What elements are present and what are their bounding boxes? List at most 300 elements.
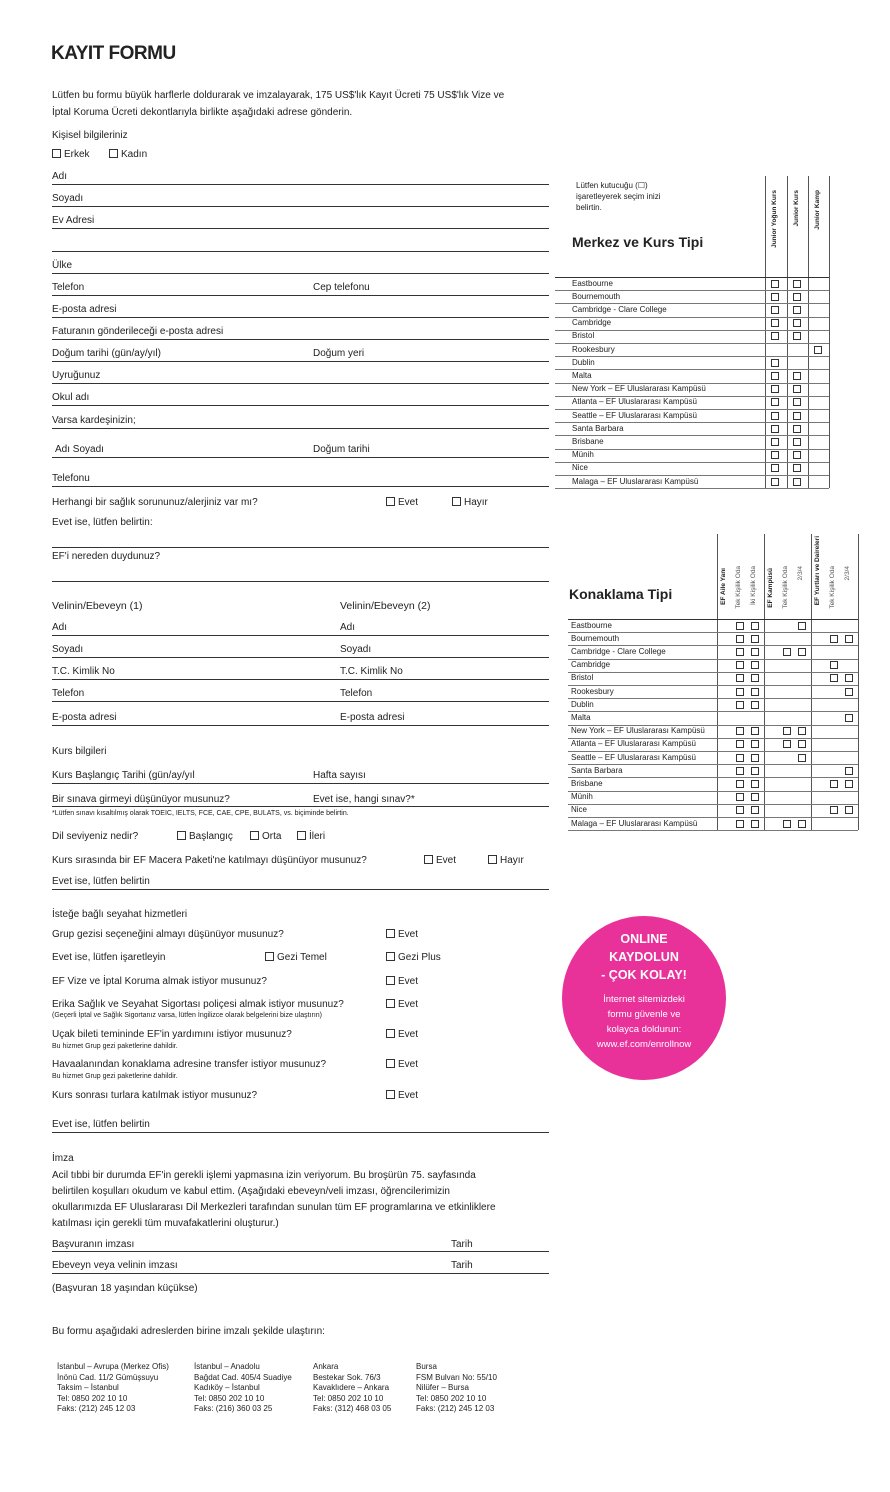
- accommodation-checkbox[interactable]: [830, 635, 838, 643]
- course-row-label: Bournemouth: [572, 291, 621, 301]
- health-no-option[interactable]: [452, 497, 488, 509]
- accommodation-checkbox[interactable]: [830, 674, 838, 682]
- accommodation-checkbox[interactable]: [751, 767, 759, 775]
- course-column-header: Junior Yoğun Kurs: [771, 190, 778, 248]
- course-row-label: Münih: [572, 450, 594, 460]
- accommodation-checkbox[interactable]: [736, 648, 744, 656]
- tours-yes-option[interactable]: [386, 1090, 418, 1102]
- badge-body-1: İnternet sitemizdeki: [603, 994, 685, 1005]
- parent-signature-field[interactable]: [52, 1273, 549, 1274]
- address-line: İnönü Cad. 11/2 Gümüşsuyu: [57, 1372, 159, 1382]
- send-instructions: Bu formu aşağıdaki adreslerden birine imzalı şekilde ulaştırın:: [52, 1326, 325, 1337]
- accommodation-checkbox[interactable]: [751, 622, 759, 630]
- phone-label: Telefon: [52, 282, 85, 293]
- address-line: Bağdat Cad. 405/4 Suadiye: [194, 1372, 292, 1382]
- checkbox[interactable]: [250, 831, 259, 840]
- accommodation-checkbox[interactable]: [736, 688, 744, 696]
- exam-note: *Lütfen sınavı kısaltılmış olarak TOEIC, IELTS, FCE, CAE, CPE, BULATS, vs. biçiminde belirtin.: [52, 810, 349, 817]
- accommodation-checkbox[interactable]: [751, 793, 759, 801]
- parent2-phone-label: Telefon: [340, 688, 373, 699]
- email-field[interactable]: [52, 317, 549, 318]
- sibling-phone-label: Telefonu: [52, 473, 90, 484]
- accommodation-row-label: Cambridge - Clare College: [571, 646, 666, 656]
- checkbox[interactable]: [265, 952, 274, 961]
- course-checkbox[interactable]: [771, 464, 779, 472]
- travel-specify-label: Evet ise, lütfen belirtin: [52, 1119, 150, 1130]
- heard-label: EF'i nereden duydunuz?: [52, 551, 161, 562]
- tours-question: Kurs sonrası turlara katılmak istiyor musunuz?: [52, 1090, 258, 1101]
- address-line: Faks: (212) 245 12 03: [57, 1404, 136, 1414]
- invoice-email-label: Faturanın gönderileceği e-posta adresi: [52, 326, 224, 337]
- visa-yes-option[interactable]: [386, 976, 418, 988]
- accommodation-checkbox[interactable]: [751, 674, 759, 682]
- accommodation-checkbox[interactable]: [751, 727, 759, 735]
- parent2-name-label: Adı: [340, 622, 356, 633]
- siblings-label: Varsa kardeşinizin;: [52, 415, 136, 426]
- personal-heading: Kişisel bilgileriniz: [52, 130, 128, 141]
- accommodation-checkbox[interactable]: [751, 701, 759, 709]
- parent-tc-field[interactable]: [52, 679, 549, 680]
- accommodation-checkbox[interactable]: [736, 793, 744, 801]
- address-line: Kadıköy – İstanbul: [194, 1383, 260, 1393]
- accommodation-checkbox[interactable]: [751, 820, 759, 828]
- address-line: Faks: (216) 360 03 25: [194, 1404, 273, 1414]
- accommodation-row-label: Bournemouth: [571, 633, 620, 643]
- applicant-signature-field[interactable]: [52, 1251, 549, 1252]
- nationality-field[interactable]: [52, 383, 549, 384]
- course-checkbox[interactable]: [793, 385, 801, 393]
- name-label: Adı: [52, 171, 68, 182]
- course-checkbox[interactable]: [771, 425, 779, 433]
- badge-body-2: formu güvenle ve: [607, 1009, 681, 1020]
- course-row-label: Eastbourne: [572, 278, 613, 288]
- flight-yes-option[interactable]: [386, 1029, 418, 1041]
- adventure-specify-label: Evet ise, lütfen belirtin: [52, 876, 150, 887]
- parent-email-field[interactable]: [52, 725, 549, 726]
- address-line: FSM Bulvarı No: 55/10: [416, 1372, 497, 1382]
- group-divider: [717, 534, 718, 830]
- course-checkbox[interactable]: [771, 332, 779, 340]
- accommodation-row-label: Nice: [571, 805, 588, 815]
- health-specify-field[interactable]: [52, 547, 549, 548]
- home-address-label: Ev Adresi: [52, 215, 95, 226]
- table-row-rule: [568, 711, 858, 712]
- accommodation-group-header: EF Aile Yanı: [720, 568, 727, 605]
- accommodation-checkbox[interactable]: [845, 714, 853, 722]
- accommodation-checkbox[interactable]: [751, 806, 759, 814]
- parent1-name-label: Adı: [52, 622, 68, 633]
- group-divider: [858, 534, 859, 830]
- adventure-specify-field[interactable]: [52, 889, 549, 890]
- nationality-label: Uyruğunuz: [52, 370, 101, 381]
- course-checkbox[interactable]: [793, 372, 801, 380]
- address-line: Nilüfer – Bursa: [416, 1383, 469, 1393]
- course-checkbox[interactable]: [771, 280, 779, 288]
- accommodation-row-label: Cambridge: [571, 660, 611, 670]
- checkbox[interactable]: [452, 497, 461, 506]
- accommodation-checkbox[interactable]: [845, 806, 853, 814]
- travel-specify-field[interactable]: [52, 1132, 549, 1133]
- advanced-label: İleri: [309, 831, 326, 842]
- transfer-question: Havaalanından konaklama adresine transfer istiyor musunuz?: [52, 1059, 327, 1070]
- accommodation-checkbox[interactable]: [798, 622, 806, 630]
- accommodation-checkbox[interactable]: [736, 674, 744, 682]
- badge-body-3: kolayca doldurun:: [606, 1024, 682, 1035]
- accommodation-checkbox[interactable]: [845, 674, 853, 682]
- yes-label: Evet: [436, 855, 457, 866]
- birth-place-label: Doğum yeri: [313, 348, 365, 359]
- address-block: [313, 1362, 391, 1415]
- accommodation-checkbox[interactable]: [845, 688, 853, 696]
- flight-note: Bu hizmet Grup gezi paketlerine dahildir.: [52, 1043, 178, 1050]
- level-advanced-option[interactable]: [297, 831, 325, 843]
- accommodation-checkbox[interactable]: [736, 701, 744, 709]
- course-checkbox[interactable]: [793, 451, 801, 459]
- address-line: Tel: 0850 202 10 10: [57, 1393, 128, 1403]
- course-checkbox[interactable]: [771, 372, 779, 380]
- parent1-tc-label: T.C. Kimlik No: [52, 666, 115, 677]
- yes-label: Evet: [398, 1059, 419, 1070]
- gender-male-option[interactable]: [52, 149, 90, 161]
- table-row-rule: [568, 659, 858, 660]
- group-question: Grup gezisi seçeneğini almayı düşünüyor musunuz?: [52, 929, 284, 940]
- signature-text-3: okullarımızda EF Uluslararası Dil Merkezleri tarafından sunulan tüm EF programlarına ve etkinliklere: [52, 1202, 496, 1213]
- intro-line-2: İptal Koruma Ücreti dekontlarıyla birlikte aşağıdaki adrese gönderin.: [52, 107, 353, 118]
- plus-label: Gezi Plus: [398, 952, 441, 963]
- accommodation-column-header: 2/3/4: [797, 566, 804, 581]
- accommodation-column-header: 2/3/4: [844, 566, 851, 581]
- badge-headline-3: - ÇOK KOLAY!: [601, 968, 687, 982]
- course-row-label: Bristol: [572, 331, 595, 341]
- address-line: İstanbul – Anadolu: [194, 1362, 260, 1371]
- plus-tour-option[interactable]: [386, 952, 441, 964]
- course-row-label: Dublin: [572, 357, 595, 367]
- adventure-no-option[interactable]: [488, 855, 524, 867]
- online-enroll-badge[interactable]: [562, 916, 726, 1080]
- home-address-field-2[interactable]: [52, 251, 549, 252]
- applicant-signature-label: Başvuranın imzası: [52, 1239, 135, 1250]
- home-address-field[interactable]: [52, 228, 549, 229]
- sibling-birth-label: Doğum tarihi: [313, 444, 370, 455]
- course-hint-2: işaretleyerek seçim inizi: [576, 192, 661, 201]
- checkbox[interactable]: [297, 831, 306, 840]
- parent1-heading: Velinin/Ebeveyn (1): [52, 600, 143, 612]
- table-row-rule: [568, 698, 858, 699]
- accommodation-checkbox[interactable]: [736, 740, 744, 748]
- accommodation-row-label: Malta: [571, 712, 591, 722]
- table-row-rule: [555, 356, 829, 357]
- group-yes-option[interactable]: [386, 929, 418, 941]
- table-row-rule: [555, 449, 829, 450]
- course-checkbox[interactable]: [793, 306, 801, 314]
- birth-date-label: Doğum tarihi (gün/ay/yıl): [52, 348, 161, 359]
- accommodation-row-label: Rookesbury: [571, 686, 614, 696]
- badge-url[interactable]: www.ef.com/enrollnow: [596, 1039, 692, 1050]
- course-checkbox[interactable]: [793, 464, 801, 472]
- accommodation-column-header: İki Kişilik Oda: [750, 566, 757, 606]
- exam-field[interactable]: [52, 806, 549, 807]
- course-row-label: Cambridge: [572, 318, 612, 328]
- course-checkbox[interactable]: [814, 346, 822, 354]
- course-checkbox[interactable]: [793, 319, 801, 327]
- group-divider: [764, 534, 765, 830]
- address-line: Bestekar Sok. 76/3: [313, 1372, 381, 1382]
- table-row-rule: [568, 804, 858, 805]
- accommodation-checkbox[interactable]: [845, 780, 853, 788]
- adventure-yes-option[interactable]: [424, 855, 456, 867]
- checkbox[interactable]: [488, 855, 497, 864]
- checkbox[interactable]: [386, 1090, 395, 1099]
- checkbox[interactable]: [386, 999, 395, 1008]
- accommodation-checkbox[interactable]: [783, 820, 791, 828]
- course-hint-1: Lütfen kutucuğu (☐): [576, 181, 648, 190]
- checkbox[interactable]: [109, 149, 118, 158]
- accommodation-row-label: Bristol: [571, 673, 594, 683]
- school-field[interactable]: [52, 405, 549, 406]
- table-row-rule: [555, 488, 829, 489]
- accommodation-checkbox[interactable]: [751, 754, 759, 762]
- accommodation-checkbox[interactable]: [751, 688, 759, 696]
- address-line: Tel: 0850 202 10 10: [416, 1393, 487, 1403]
- form-title: KAYIT FORMU: [51, 43, 176, 64]
- male-label: Erkek: [64, 149, 90, 160]
- checkbox[interactable]: [386, 1059, 395, 1068]
- yes-label: Evet: [398, 976, 419, 987]
- checkbox[interactable]: [386, 497, 395, 506]
- parent-signature-label: Ebeveyn veya velinin imzası: [52, 1260, 178, 1271]
- mark-label: Evet ise, lütfen işaretleyin: [52, 952, 166, 963]
- health-question: Herhangi bir sağlık sorununuz/alerjiniz var mı?: [52, 497, 258, 508]
- address-line: Kavaklıdere – Ankara: [313, 1383, 390, 1393]
- accommodation-row-label: Santa Barbara: [571, 765, 623, 775]
- female-label: Kadın: [121, 149, 148, 160]
- checkbox[interactable]: [52, 149, 61, 158]
- course-checkbox[interactable]: [771, 306, 779, 314]
- sibling-name-field[interactable]: [52, 457, 549, 458]
- checkbox[interactable]: [424, 855, 433, 864]
- sibling-phone-field[interactable]: [52, 486, 549, 487]
- column-divider: [808, 176, 809, 488]
- level-beginner-option[interactable]: [177, 831, 233, 843]
- exam-which-label: Evet ise, hangi sınav?*: [313, 794, 415, 805]
- basic-tour-option[interactable]: [265, 952, 327, 964]
- course-start-label: Kurs Başlangıç Tarihi (gün/ay/yıl: [52, 770, 195, 781]
- checkbox[interactable]: [386, 952, 395, 961]
- level-question: Dil seviyeniz nedir?: [52, 831, 139, 842]
- surname-field[interactable]: [52, 206, 549, 207]
- accommodation-checkbox[interactable]: [798, 727, 806, 735]
- accommodation-checkbox[interactable]: [736, 661, 744, 669]
- accommodation-checkbox[interactable]: [830, 780, 838, 788]
- accommodation-checkbox[interactable]: [830, 661, 838, 669]
- course-checkbox[interactable]: [771, 398, 779, 406]
- course-checkbox[interactable]: [771, 359, 779, 367]
- yes-label: Evet: [398, 929, 419, 940]
- yes-label: Evet: [398, 1090, 419, 1101]
- course-checkbox[interactable]: [793, 478, 801, 486]
- course-checkbox[interactable]: [771, 438, 779, 446]
- course-checkbox[interactable]: [771, 478, 779, 486]
- course-checkbox[interactable]: [793, 398, 801, 406]
- checkbox[interactable]: [386, 976, 395, 985]
- course-column-header: Junior Kamp: [814, 190, 821, 230]
- adventure-question: Kurs sırasında bir EF Macera Paketi'ne katılmayı düşünüyor musunuz?: [52, 855, 367, 866]
- course-row-label: Rookesbury: [572, 344, 615, 354]
- weeks-label: Hafta sayısı: [313, 770, 366, 781]
- course-row-label: New York – EF Uluslararası Kampüsü: [572, 384, 706, 394]
- address-block: [57, 1362, 169, 1415]
- accommodation-checkbox[interactable]: [736, 754, 744, 762]
- parent2-surname-label: Soyadı: [340, 644, 372, 655]
- accommodation-checkbox[interactable]: [783, 727, 791, 735]
- accommodation-row-label: Brisbane: [571, 778, 603, 788]
- course-checkbox[interactable]: [771, 451, 779, 459]
- badge-headline-2: KAYDOLUN: [609, 950, 679, 964]
- insurance-note: (Geçerli İptal ve Sağlık Sigortanız varsa, lütfen İngilizce olarak belgelerini bize ulaştırın): [52, 1012, 323, 1019]
- invoice-email-field[interactable]: [52, 339, 549, 340]
- course-start-field[interactable]: [52, 783, 549, 784]
- course-checkbox[interactable]: [793, 425, 801, 433]
- address-line: Taksim – İstanbul: [57, 1383, 119, 1393]
- travel-heading: İsteğe bağlı seyahat hizmetleri: [52, 909, 188, 920]
- address-line: Faks: (212) 245 12 03: [416, 1404, 495, 1414]
- parent-phone-field[interactable]: [52, 701, 549, 702]
- course-row-label: Santa Barbara: [572, 423, 624, 433]
- accommodation-checkbox[interactable]: [845, 767, 853, 775]
- address-line: Ankara: [313, 1362, 339, 1371]
- course-row-label: Atlanta – EF Uluslararası Kampüsü: [572, 397, 697, 407]
- accommodation-checkbox[interactable]: [783, 648, 791, 656]
- phone-field[interactable]: [52, 295, 549, 296]
- table-row-rule: [568, 777, 858, 778]
- accommodation-column-header: Tek Kişilik Oda: [782, 566, 789, 609]
- heard-field[interactable]: [52, 581, 549, 582]
- accommodation-checkbox[interactable]: [736, 780, 744, 788]
- minor-note: (Başvuran 18 yaşından küçükse): [52, 1283, 198, 1294]
- accommodation-checkbox[interactable]: [751, 661, 759, 669]
- course-checkbox[interactable]: [771, 412, 779, 420]
- intro-line-1: Lütfen bu formu büyük harflerle doldurarak ve imzalayarak, 175 US$'lık Kayıt Ücreti 75 US$'lık Vize ve: [52, 90, 505, 101]
- accommodation-row-label: Seattle – EF Uluslararası Kampüsü: [571, 752, 696, 762]
- course-hint-3: belirtin.: [576, 203, 602, 212]
- yes-label: Evet: [398, 999, 419, 1010]
- transfer-note: Bu hizmet Grup gezi paketlerine dahildir.: [52, 1073, 178, 1080]
- accommodation-checkbox[interactable]: [751, 635, 759, 643]
- checkbox[interactable]: [177, 831, 186, 840]
- accommodation-checkbox[interactable]: [751, 780, 759, 788]
- insurance-question: Erika Sağlık ve Seyahat Sigortası poliçesi almak istiyor musunuz?: [52, 999, 344, 1010]
- course-row-label: Seattle – EF Uluslararası Kampüsü: [572, 410, 697, 420]
- address-line: Faks: (312) 468 03 05: [313, 1404, 392, 1414]
- accommodation-checkbox[interactable]: [736, 622, 744, 630]
- accommodation-row-label: Eastbourne: [571, 620, 612, 630]
- course-checkbox[interactable]: [793, 332, 801, 340]
- email-label: E-posta adresi: [52, 304, 117, 315]
- signature-heading: İmza: [52, 1153, 74, 1164]
- no-label: Hayır: [500, 855, 524, 866]
- badge-headline-1: ONLINE: [620, 932, 668, 946]
- applicant-date-label: Tarih: [451, 1239, 473, 1250]
- parent1-email-label: E-posta adresi: [52, 712, 117, 723]
- accommodation-checkbox[interactable]: [736, 767, 744, 775]
- course-checkbox[interactable]: [771, 319, 779, 327]
- level-intermediate-option[interactable]: [250, 831, 281, 843]
- accommodation-checkbox[interactable]: [845, 635, 853, 643]
- address-line: İstanbul – Avrupa (Merkez Ofis): [57, 1362, 169, 1371]
- accommodation-checkbox[interactable]: [751, 740, 759, 748]
- sibling-name-label: Adı Soyadı: [55, 444, 104, 455]
- accommodation-checkbox[interactable]: [798, 648, 806, 656]
- accommodation-checkbox[interactable]: [798, 820, 806, 828]
- signature-text-2: belirtilen koşulları okudum ve kabul ettim. (Aşağıdaki ebeveyn/veli imzası, öğrencilerimizin: [52, 1186, 450, 1197]
- parent-name-field[interactable]: [52, 635, 549, 636]
- course-checkbox[interactable]: [771, 385, 779, 393]
- birth-field[interactable]: [52, 361, 549, 362]
- basic-label: Gezi Temel: [277, 952, 327, 963]
- accommodation-checkbox[interactable]: [736, 727, 744, 735]
- course-row-label: Nice: [572, 463, 589, 473]
- accommodation-checkbox[interactable]: [783, 740, 791, 748]
- visa-question: EF Vize ve İptal Koruma almak istiyor musunuz?: [52, 976, 267, 987]
- parent-surname-field[interactable]: [52, 657, 549, 658]
- course-checkbox[interactable]: [793, 280, 801, 288]
- column-divider: [765, 176, 766, 488]
- transfer-yes-option[interactable]: [386, 1059, 418, 1071]
- course-checkbox[interactable]: [793, 412, 801, 420]
- country-field[interactable]: [52, 273, 549, 274]
- siblings-field[interactable]: [52, 428, 549, 429]
- signature-text-4: katılması için gerekli tüm muvafakatlerini oluşturur.): [52, 1218, 279, 1229]
- course-row-label: Brisbane: [572, 436, 604, 446]
- beginner-label: Başlangıç: [189, 831, 233, 842]
- accommodation-checkbox[interactable]: [830, 806, 838, 814]
- accommodation-row-label: Malaga – EF Uluslararası Kampüsü: [571, 818, 698, 828]
- parent2-heading: Velinin/Ebeveyn (2): [340, 600, 431, 612]
- accommodation-checkbox[interactable]: [751, 648, 759, 656]
- course-heading: Kurs bilgileri: [52, 746, 107, 757]
- course-checkbox[interactable]: [771, 293, 779, 301]
- accommodation-column-header: Tek Kişilik Oda: [735, 566, 742, 609]
- gender-female-option[interactable]: [109, 149, 147, 161]
- address-block: [194, 1362, 292, 1415]
- accommodation-checkbox[interactable]: [736, 820, 744, 828]
- accommodation-checkbox[interactable]: [798, 754, 806, 762]
- checkbox[interactable]: [386, 1029, 395, 1038]
- group-divider: [811, 534, 812, 830]
- address-line: Tel: 0850 202 10 10: [194, 1393, 265, 1403]
- accommodation-checkbox[interactable]: [798, 740, 806, 748]
- accommodation-group-header: EF Kampüsü: [767, 568, 774, 608]
- name-field[interactable]: [52, 184, 549, 185]
- address-line: Bursa: [416, 1362, 437, 1371]
- insurance-yes-option[interactable]: [386, 999, 418, 1011]
- course-checkbox[interactable]: [793, 293, 801, 301]
- checkbox[interactable]: [386, 929, 395, 938]
- parent1-surname-label: Soyadı: [52, 644, 84, 655]
- course-checkbox[interactable]: [793, 438, 801, 446]
- exam-question: Bir sınava girmeyi düşünüyor musunuz?: [52, 794, 230, 805]
- column-divider: [829, 176, 830, 488]
- health-yes-option[interactable]: [386, 497, 418, 509]
- table-row-rule: [568, 830, 858, 831]
- table-row-rule: [568, 672, 858, 673]
- parent1-phone-label: Telefon: [52, 688, 85, 699]
- flight-question: Uçak bileti temininde EF'in yardımını istiyor musunuz?: [52, 1029, 292, 1040]
- accommodation-checkbox[interactable]: [736, 806, 744, 814]
- accommodation-checkbox[interactable]: [736, 635, 744, 643]
- accommodation-column-header: Tek Kişilik Oda: [829, 566, 836, 609]
- country-label: Ülke: [52, 260, 73, 271]
